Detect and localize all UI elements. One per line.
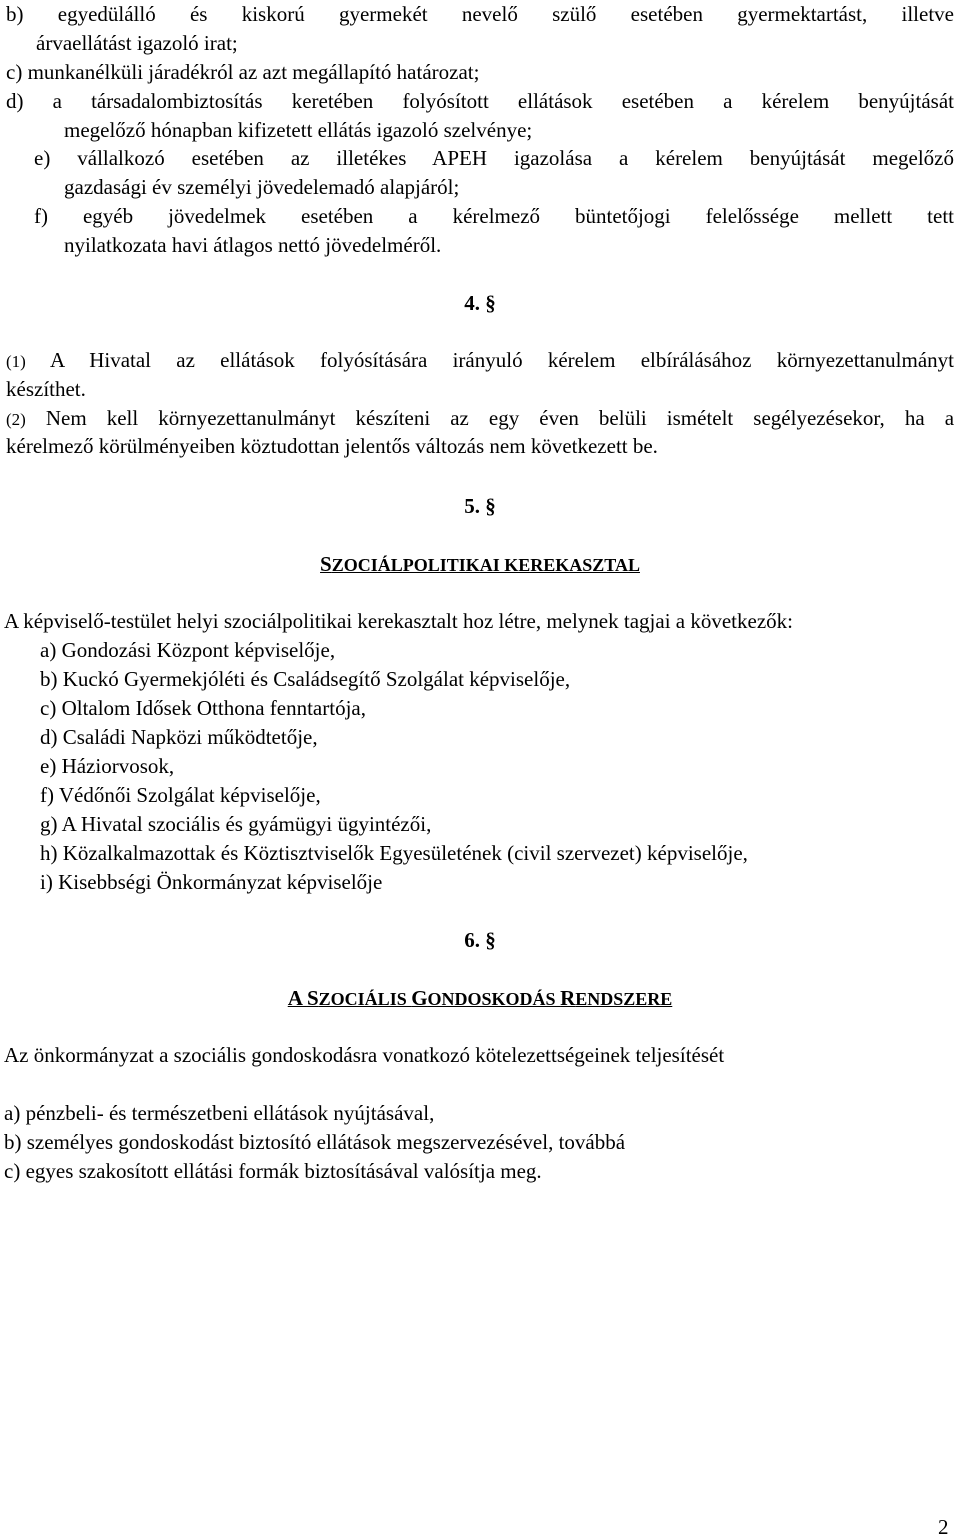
member-item: i) Kisebbségi Önkormányzat képviselője: [40, 870, 383, 894]
page-number: 2: [938, 1515, 949, 1539]
provision-item: c) egyes szakosított ellátási formák biztosításával valósítja meg.: [4, 1159, 542, 1183]
paragraph-text: A Hivatal az ellátások folyósítására irányuló kérelem elbírálásához környezettanulmányt: [49, 348, 955, 372]
paragraph-number: (2): [6, 410, 26, 429]
list-item-e-line2: gazdasági év személyi jövedelemadó alapjáról;: [64, 175, 460, 199]
provision-item: b) személyes gondoskodást biztosító ellátások megszervezésével, továbbá: [4, 1130, 626, 1154]
provision-item: a) pénzbeli- és természetbeni ellátások nyújtásával,: [4, 1101, 435, 1125]
paragraph-text: Nem kell környezettanulmányt készíteni az egy éven belüli ismételt segélyezésekor, ha a: [45, 406, 955, 430]
list-item-f-line1: f) egyéb jövedelmek esetében a kérelmező büntetőjogi felelőssége mellett tett: [34, 204, 954, 228]
section-6-intro: Az önkormányzat a szociális gondoskodásra vonatkozó kötelezettségeinek teljesítését: [4, 1043, 725, 1067]
section-5-title: SZOCIÁLPOLITIKAI KEREKASZTAL: [320, 552, 640, 576]
section-6-title: A SZOCIÁLIS GONDOSKODÁS RENDSZERE: [287, 986, 673, 1010]
member-item: e) Háziorvosok,: [40, 754, 175, 778]
member-item: c) Oltalom Idősek Otthona fenntartója,: [40, 696, 366, 720]
member-item: b) Kuckó Gyermekjóléti és Családsegítő Szolgálat képviselője,: [40, 667, 571, 691]
member-item: d) Családi Napközi működtetője,: [40, 725, 318, 749]
section-5-heading: 5. §: [464, 494, 496, 518]
section-5-intro: A képviselő-testület helyi szociálpolitikai kerekasztalt hoz létre, melynek tagjai a következők:: [4, 609, 793, 633]
list-item-f-line2: nyilatkozata havi átlagos nettó jövedelméről.: [64, 233, 442, 257]
section-4-paragraph-2-line1: [6, 406, 954, 432]
section-4-heading: 4. §: [464, 291, 496, 315]
list-item-e-line1: e) vállalkozó esetében az illetékes APEH igazolása a kérelem benyújtását megelőző: [34, 146, 954, 170]
paragraph-number: (1): [6, 352, 26, 371]
member-item: a) Gondozási Központ képviselője,: [40, 638, 336, 662]
section-6-heading: 6. §: [464, 928, 496, 952]
list-item-d-line2: megelőző hónapban kifizetett ellátás igazoló szelvénye;: [64, 118, 533, 142]
list-item-d-line1: d) a társadalombiztosítás keretében folyósított ellátások esetében a kérelem benyújtását: [6, 89, 954, 113]
member-item: g) A Hivatal szociális és gyámügyi ügyintézői,: [40, 812, 432, 836]
list-item-b-line1: b) egyedülálló és kiskorú gyermekét nevelő szülő esetében gyermektartást, illetve: [6, 2, 954, 26]
member-item: f) Védőnői Szolgálat képviselője,: [40, 783, 321, 807]
section-4-paragraph-1-line2: készíthet.: [6, 377, 86, 401]
section-4-paragraph-1-line1: [6, 348, 954, 374]
list-item-c: c) munkanélküli járadékról az azt megállapító határozat;: [6, 60, 480, 84]
list-item-b-line2: árvaellátást igazoló irat;: [36, 31, 238, 55]
section-4-paragraph-2-line2: kérelmező körülményeiben köztudottan jelentős változás nem következett be.: [6, 434, 658, 458]
member-item: h) Közalkalmazottak és Köztisztviselők Egyesületének (civil szervezet) képviselője,: [40, 841, 748, 865]
